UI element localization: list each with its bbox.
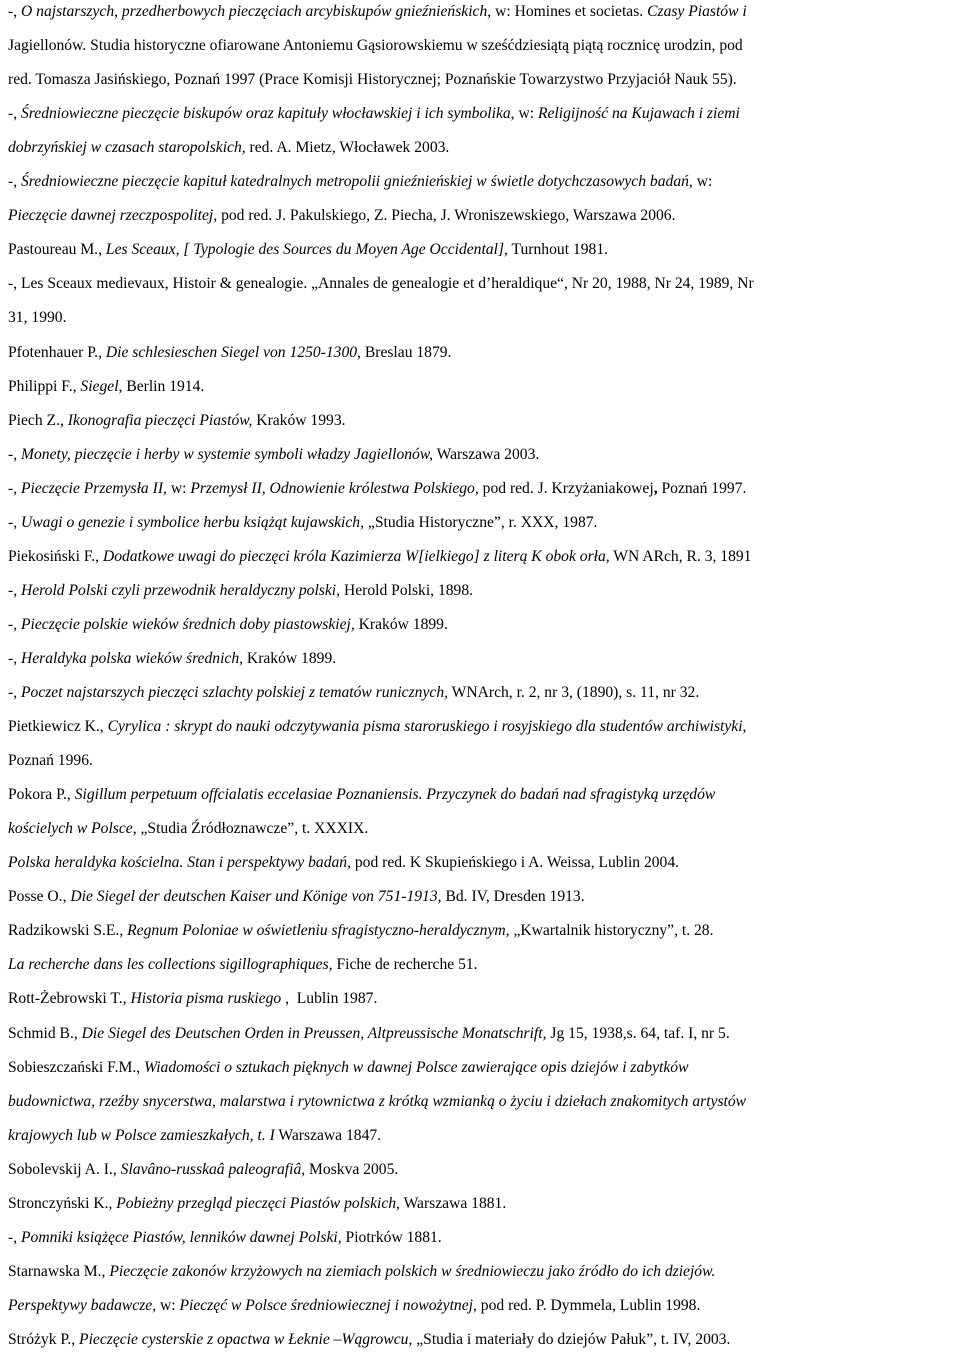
italic-title-text: Les Sceaux, [ Typologie des Sources du Moyen Age Occidental], — [105, 241, 508, 259]
entry-text: Breslau 1879. — [360, 343, 452, 361]
entry-text: „Kwartalnik historyczny”, t. 28. — [509, 922, 714, 940]
entry-text: -, — [8, 649, 21, 667]
italic-title-text: Slavâno-russkaâ paleografiâ, — [120, 1160, 306, 1178]
bibliography-line — [0, 1194, 960, 1214]
bibliography-line — [0, 513, 960, 533]
entry-text: Pokora P., — [8, 786, 75, 804]
entry-text: Pfotenhauer P., — [8, 343, 106, 361]
entry-text: Fiche de recherche 51. — [332, 956, 478, 974]
bibliography-line — [0, 989, 960, 1009]
bibliography-line — [0, 1296, 960, 1316]
italic-title-text: Pobieżny przegląd pieczęci Piastów polskich, — [116, 1194, 400, 1212]
italic-title-text: Die schlesieschen Siegel von 1250-1300, — [105, 343, 361, 361]
entry-text: Berlin 1914. — [122, 377, 205, 395]
bibliography-line — [0, 751, 960, 771]
entry-text: Stróżyk P., — [8, 1330, 80, 1348]
entry-text: Starnawska M., — [8, 1262, 110, 1280]
italic-title-text: Pieczęcie polskie wieków średnich doby piastowskiej, — [21, 615, 355, 633]
italic-title-text: Regnum Poloniae w oświetleniu sfragistyczno-heraldycznym, — [127, 922, 510, 940]
bibliography-line — [0, 104, 960, 124]
entry-text: Jg 15, 1938,s. 64, taf. I, nr 5. — [546, 1024, 730, 1042]
italic-title-text: Średniowieczne pieczęcie biskupów oraz kapituły włocławskiej i ich symbolika, — [21, 105, 515, 123]
italic-title-text: Pieczęcie zakonów krzyżowych na ziemiach polskich w średniowieczu jako źródło do ich dziejów. — [109, 1262, 716, 1280]
italic-title-text: Cyrylica : skrypt do nauki odczytywania pisma staroruskiego i rosyjskiego dla studentów archiwistyki, — [107, 718, 747, 736]
bibliography-line — [0, 411, 960, 431]
entry-text: Moskva 2005. — [305, 1160, 399, 1178]
italic-title-text: Monety, pieczęcie i herby w systemie symboli władzy Jagiellonów, — [21, 445, 433, 463]
italic-title-text: kościelych w Polsce, — [8, 820, 137, 838]
entry-text: „Studia Historyczne”, r. XXX, 1987. — [364, 513, 598, 531]
italic-title-text: Średniowieczne pieczęcie kapituł katedralnych metropolii gnieźnieńskiej w świetle dotychczasowych badań, — [21, 173, 693, 191]
entry-text: -, — [8, 173, 21, 191]
entry-text: w: Homines et societas. — [491, 3, 648, 20]
bibliography-line — [0, 581, 960, 601]
bibliography-line — [0, 206, 960, 226]
entry-text: Pietkiewicz K., — [8, 718, 108, 736]
entry-text: Jagiellonów. Studia historyczne ofiarowane Antoniemu Gąsiorowskiemu w sześćdziesiątą piątą rocznicę urodzin, pod — [8, 37, 743, 55]
italic-title-text: Pieczęcie dawnej rzeczpospolitej, — [8, 207, 218, 225]
entry-text: Poznań 1996. — [8, 752, 93, 770]
bibliography-line — [0, 377, 960, 397]
bibliography-line — [0, 36, 960, 56]
italic-title-text: Sigillum perpetuum offcialatis eccelasiae Poznaniensis. Przyczynek do badań nad sfragistyką urzędów — [74, 786, 716, 804]
entry-text: w: — [692, 173, 713, 191]
italic-title-text: Religijność na Kujawach i ziemi — [537, 105, 740, 123]
italic-title-text: O najstarszych, przedherbowych pieczęciach arcybiskupów gnieźnieńskich, — [21, 3, 492, 20]
italic-title-text: Perspektywy badawcze, — [8, 1296, 157, 1314]
entry-text: Piotrków 1881. — [341, 1228, 442, 1246]
entry-text: Kraków 1899. — [243, 649, 337, 667]
bibliography-line — [0, 955, 960, 975]
italic-title-text: Pomniki książęce Piastów, lenników dawnej Polski, — [21, 1228, 342, 1246]
bibliography-line — [0, 887, 960, 907]
entry-text: Piekosiński F., — [8, 547, 103, 565]
italic-title-text: krajowych lub w Polsce zamieszkałych, t. I — [8, 1126, 275, 1144]
entry-text: w: — [514, 105, 538, 123]
entry-text: w: — [156, 1296, 180, 1314]
entry-text: pod red. J. Krzyżaniakowej — [478, 479, 654, 497]
bibliography-line — [0, 1228, 960, 1248]
entry-text: -, Les Sceaux medievaux, Histoir & genealogie. „Annales de genealogie et d’heraldique“, Nr 20, 1988, Nr 24, 1989, Nr — [8, 275, 754, 293]
italic-title-text: Siegel, — [80, 377, 123, 395]
bibliography-line — [0, 785, 960, 805]
entry-text: -, — [8, 445, 21, 463]
entry-text: Sobolevskij A. I., — [8, 1160, 121, 1178]
bibliography-line — [0, 172, 960, 192]
bibliography-line — [0, 921, 960, 941]
entry-text: -, — [8, 479, 21, 497]
entry-text: Schmid B., — [8, 1024, 82, 1042]
entry-text: Posse O., — [8, 888, 71, 906]
italic-title-text: Pieczęć w Polsce średniowiecznej i nowożytnej, — [179, 1296, 477, 1314]
entry-text: Sobieszczański F.M., — [8, 1058, 145, 1076]
bibliography-line — [0, 1024, 960, 1044]
entry-text: Philippi F., — [8, 377, 81, 395]
entry-text: -, — [8, 615, 21, 633]
bibliography-line — [0, 853, 960, 873]
entry-text: Warszawa 2003. — [432, 445, 540, 463]
bibliography-line — [0, 1058, 960, 1078]
entry-text: -, — [8, 1228, 21, 1246]
entry-text: -, — [8, 684, 21, 701]
italic-title-text: Czasy Piastów i — [647, 3, 747, 20]
italic-title-text: Uwagi o genezie i symbolice herbu książąt kujawskich, — [21, 513, 365, 531]
entry-text: Turnhout 1981. — [507, 241, 609, 259]
entry-text: Piech Z., — [8, 411, 68, 429]
bibliography-line — [0, 547, 960, 567]
entry-text: WNArch, r. 2, nr 3, (1890), s. 11, nr 32. — [448, 684, 700, 701]
entry-text: , — [653, 479, 658, 497]
italic-title-text: dobrzyńskiej w czasach staropolskich, — [8, 139, 246, 157]
italic-title-text: Die Siegel der deutschen Kaiser und Könige von 751-1913, — [70, 888, 442, 906]
italic-title-text: Heraldyka polska wieków średnich, — [21, 649, 244, 667]
entry-text: Warszawa 1847. — [274, 1126, 382, 1144]
italic-title-text: Poczet najstarszych pieczęci szlachty polskiej z tematów runicznych, — [21, 684, 449, 701]
entry-text: -, — [8, 105, 21, 123]
bibliography-line — [0, 274, 960, 294]
italic-title-text: Przemysł II, Odnowienie królestwa Polskiego, — [190, 479, 479, 497]
entry-text: Radzikowski S.E., — [8, 922, 128, 940]
entry-text: red. Tomasza Jasińskiego, Poznań 1997 (Prace Komisji Historycznej; Poznańskie Towarzystwo Przyjaciół Nauk 55). — [8, 71, 737, 89]
bibliography-line — [0, 1160, 960, 1180]
italic-title-text: Ikonografia pieczęci Piastów, — [67, 411, 253, 429]
entry-text: „Studia Źródłoznawcze”, t. XXXIX. — [136, 820, 369, 838]
italic-title-text: Polska heraldyka kościelna. Stan i perspektywy badań, — [8, 854, 351, 872]
italic-title-text: Historia pisma ruskiego — [130, 990, 282, 1008]
entry-text: Bd. IV, Dresden 1913. — [441, 888, 585, 906]
italic-title-text: Dodatkowe uwagi do pieczęci króla Kazimierza W[ielkiego] z literą K obok orła, — [102, 547, 610, 565]
bibliography-line — [0, 479, 960, 499]
bibliography-line — [0, 649, 960, 669]
entry-text: -, — [8, 3, 21, 20]
bibliography-line — [0, 615, 960, 635]
entry-text: WN ARch, R. 3, 1891 — [609, 547, 752, 565]
bibliography-line — [0, 308, 960, 328]
entry-text: -, — [8, 581, 21, 599]
italic-title-text: Herold Polski czyli przewodnik heraldyczny polski, — [21, 581, 341, 599]
italic-title-text: budownictwa, rzeźby snycerstwa, malarstwa i rytownictwa z krótką wzmianką o życiu i dziełach znakomitych artystów — [8, 1092, 747, 1110]
bibliography-line — [0, 683, 960, 703]
entry-text: pod red. J. Pakulskiego, Z. Piecha, J. Wroniszewskiego, Warszawa 2006. — [217, 207, 676, 225]
bibliography-line — [0, 138, 960, 158]
italic-title-text: Die Siegel des Deutschen Orden in Preussen, Altpreussische Monatschrift, — [81, 1024, 547, 1042]
entry-text: Kraków 1993. — [252, 411, 346, 429]
bibliography-line — [0, 1126, 960, 1146]
bibliography-line — [0, 70, 960, 90]
bibliography-line — [0, 819, 960, 839]
entry-text: Herold Polski, 1898. — [340, 581, 474, 599]
entry-text: pod red. K Skupieńskiego i A. Weissa, Lublin 2004. — [350, 854, 680, 872]
entry-text: Kraków 1899. — [354, 615, 448, 633]
bibliography-line — [0, 445, 960, 465]
entry-text: 31, 1990. — [8, 309, 67, 327]
entry-text: „Studia i materiały do dziejów Pałuk”, t. IV, 2003. — [412, 1330, 731, 1348]
italic-title-text: Wiadomości o sztukach pięknych w dawnej Polsce zawierające opis dziejów i zabytków — [144, 1058, 689, 1076]
entry-text: w: — [166, 479, 191, 497]
entry-text: Rott-Żebrowski T., — [8, 990, 131, 1008]
bibliography-line — [0, 1330, 960, 1350]
bibliography-line — [0, 240, 960, 260]
bibliography-line — [0, 1262, 960, 1282]
italic-title-text: Pieczęcie Przemysła II, — [21, 479, 167, 497]
bibliography-line — [0, 2, 960, 22]
bibliography-line — [0, 717, 960, 737]
italic-title-text: La recherche dans les collections sigillographiques, — [8, 956, 333, 974]
entry-text: Warszawa 1881. — [399, 1194, 507, 1212]
entry-text: Poznań 1997. — [657, 479, 747, 497]
bibliography-line — [0, 1092, 960, 1112]
entry-text: Stronczyński K., — [8, 1194, 117, 1212]
entry-text: red. A. Mietz, Włocławek 2003. — [245, 139, 450, 157]
entry-text: Pastoureau M., — [8, 241, 106, 259]
entry-text: -, — [8, 513, 21, 531]
italic-title-text: Pieczęcie cysterskie z opactwa w Łeknie –Wągrowcu, — [79, 1330, 413, 1348]
bibliography-line — [0, 343, 960, 363]
entry-text: , Lublin 1987. — [281, 990, 378, 1008]
entry-text: pod red. P. Dymmela, Lublin 1998. — [476, 1296, 701, 1314]
